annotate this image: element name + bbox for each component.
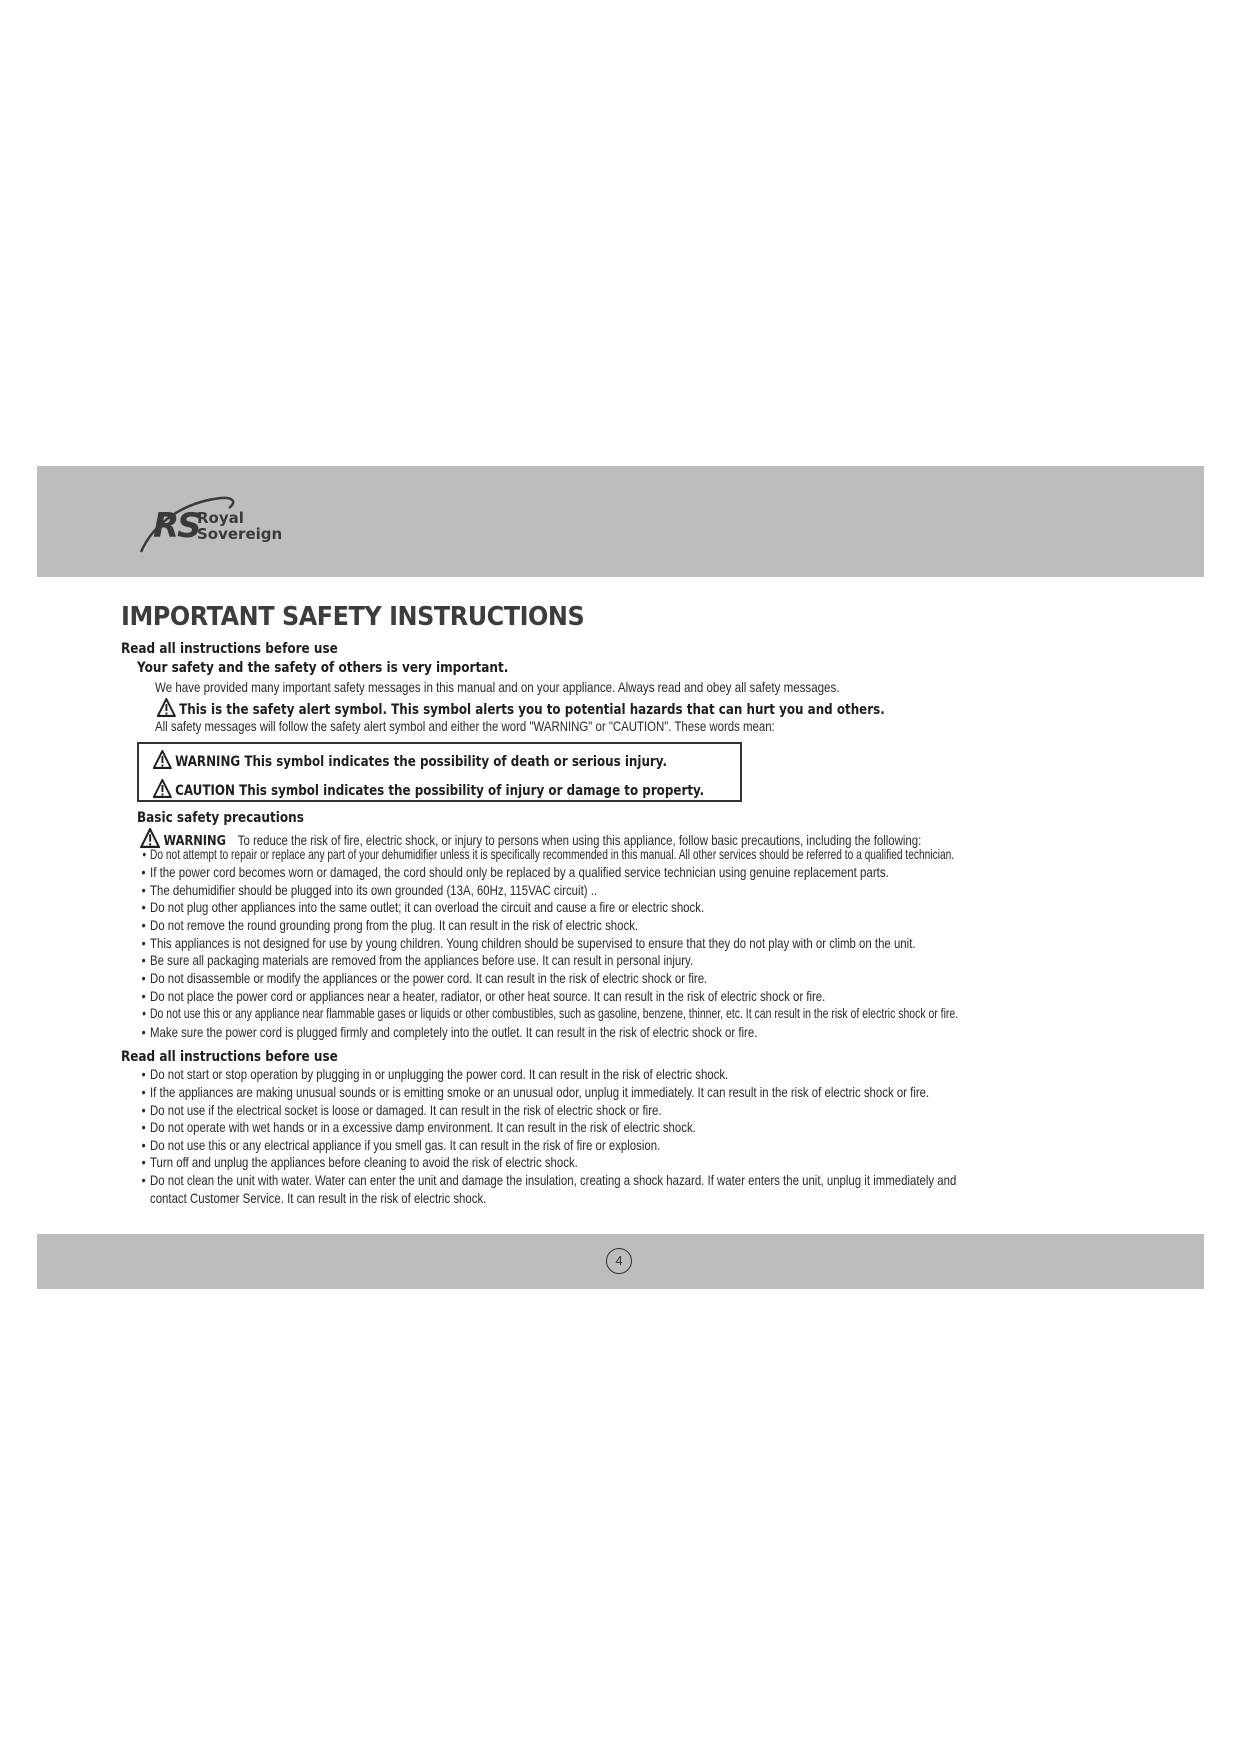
safety-alert-line: [157, 698, 885, 718]
list-item: • Do not plug other appliances into the same outlet; it can overload the circuit and cause a fire or electric shock.: [150, 900, 704, 915]
logo-initials: RS: [153, 506, 200, 546]
list-item: • Make sure the power cord is plugged firmly and completely into the outlet. It can result in the risk of electric shock or fire.: [150, 1025, 757, 1040]
list-item: • Do not use if the electrical socket is loose or damaged. It can result in the risk of electric shock or fire.: [150, 1103, 662, 1118]
logo-line2: Sovereign: [197, 525, 283, 543]
list-item: • If the appliances are making unusual sounds or is emitting smoke or an unusual odor, unplug it immediately. It can result in the risk of electric shock or fire.: [150, 1085, 929, 1100]
basic-warning-label: WARNING: [163, 833, 226, 849]
list-item: • Do not use this or any appliance near flammable gases or liquids or other combustibles, such as gasoline, benzene, thinner, etc. It can result in the risk of electric shock or fire.: [150, 1006, 958, 1021]
list-item: • Do not start or stop operation by plugging in or unplugging the power cord. It can result in the risk of electric shock.: [150, 1067, 728, 1082]
second-read-heading: Read all instructions before use: [121, 1049, 338, 1065]
page-title: IMPORTANT SAFETY INSTRUCTIONS: [121, 602, 585, 632]
warning-definition-text: WARNING This symbol indicates the possibility of death or serious injury.: [175, 754, 667, 770]
list-item: • Do not disassemble or modify the appliances or the power cord. It can result in the risk of electric shock or fire.: [150, 971, 707, 986]
list-item: • Do not operate with wet hands or in a excessive damp environment. It can result in the risk of electric shock.: [150, 1120, 696, 1135]
follow-symbol-text: All safety messages will follow the safety alert symbol and either the word "WARNING" or "CAUTION". These words mean:: [155, 719, 775, 734]
warning-triangle-icon: [153, 750, 172, 769]
list-item: • Do not clean the unit with water. Water can enter the unit and damage the insulation, creating a shock hazard. If water enters the unit, unplug it immediately and: [150, 1173, 956, 1188]
list-item: • This appliances is not designed for use by young children. Young children should be supervised to ensure that they do not play with or climb on the unit.: [150, 936, 916, 951]
signal-word-box: [137, 742, 742, 802]
list-item: • The dehumidifier should be plugged into its own grounded (13A, 60Hz, 115VAC circuit) ..: [150, 883, 597, 898]
basic-warning-text: To reduce the risk of fire, electric shock, or injury to persons when using this appliance, follow basic precautions, including the following:: [237, 833, 922, 848]
provided-messages-text: We have provided many important safety messages in this manual and on your appliance. Always read and obey all safety messages.: [155, 680, 840, 695]
page-number: 4: [606, 1248, 632, 1274]
warning-definition: [153, 750, 667, 770]
list-item-continuation: contact Customer Service. It can result in the risk of electric shock.: [150, 1191, 487, 1206]
basic-warning-line: [140, 828, 921, 849]
basic-warning-triangle-icon: [140, 828, 160, 848]
safety-heading: Your safety and the safety of others is very important.: [137, 660, 509, 676]
list-item: • Do not remove the round grounding prong from the plug. It can result in the risk of electric shock.: [150, 918, 638, 933]
read-instructions-heading: Read all instructions before use: [121, 641, 338, 657]
alert-triangle-icon: [157, 698, 176, 717]
list-item: • Do not use this or any electrical appliance if you smell gas. It can result in the risk of fire or explosion.: [150, 1138, 660, 1153]
logo-line1: Royal: [197, 509, 244, 527]
caution-definition: [153, 779, 704, 799]
list-item: • Do not attempt to repair or replace any part of your dehumidifier unless it is specifically recommended in this manual. All other services should be referred to a qualified technician.: [150, 847, 954, 862]
caution-triangle-icon: [153, 779, 172, 798]
list-item: • Turn off and unplug the appliances before cleaning to avoid the risk of electric shock.: [150, 1155, 578, 1170]
list-item: • Do not place the power cord or appliances near a heater, radiator, or other heat source. It can result in the risk of electric shock or fire.: [150, 989, 825, 1004]
logo-name: [197, 510, 282, 542]
basic-precautions-heading: Basic safety precautions: [137, 810, 304, 826]
caution-definition-text: CAUTION This symbol indicates the possibility of injury or damage to property.: [175, 783, 705, 799]
royal-sovereign-logo: [133, 494, 333, 554]
header-band: [37, 466, 1204, 577]
footer-band: [37, 1234, 1204, 1289]
list-item: • If the power cord becomes worn or damaged, the cord should only be replaced by a qualified service technician using genuine replacement parts.: [150, 865, 889, 880]
safety-alert-text: This is the safety alert symbol. This symbol alerts you to potential hazards that can hurt you and others.: [179, 702, 885, 718]
list-item: • Be sure all packaging materials are removed from the appliances before use. It can result in personal injury.: [150, 953, 693, 968]
